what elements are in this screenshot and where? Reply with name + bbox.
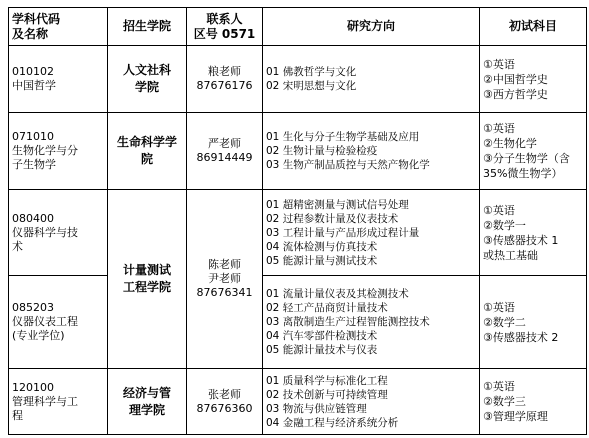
exam-subjects-cell: ①英语 ②数学三 ③管理学原理	[480, 369, 587, 435]
exam-subjects-cell: ①英语 ②数学二 ③传感器技术 2	[480, 276, 587, 369]
research-direction-cell: 01 超精密测量与测试信号处理 02 过程参数计量及仪表技术 03 工程计量与产品形成过程计量 04 流体检测与仿真技术 05 能源计量与测试技术	[263, 190, 480, 276]
school-cell: 生命科学学 院	[108, 113, 187, 190]
contact-cell: 粮老师 87676176	[187, 46, 263, 113]
school-cell: 经济与管 理学院	[108, 369, 187, 435]
research-direction-cell: 01 流量计量仪表及其检测技术 02 轻工产品商贸计量技术 03 离散制造生产过程智能测控技术 04 汽车零部件检测技术 05 能源计量技术与仪表	[263, 276, 480, 369]
research-direction-cell: 01 质量科学与标准化工程 02 技术创新与可持续管理 03 物流与供应链管理 04 金融工程与经济系统分析	[263, 369, 480, 435]
header-exam: 初试科目	[480, 8, 587, 46]
header-direction: 研究方向	[263, 8, 480, 46]
exam-subjects-cell: ①英语 ②数学一 ③传感器技术 1 或热工基础	[480, 190, 587, 276]
exam-subjects-cell: ①英语 ②中国哲学史 ③西方哲学史	[480, 46, 587, 113]
header-school: 招生学院	[108, 8, 187, 46]
contact-cell: 张老师 87676360	[187, 369, 263, 435]
header-code: 学科代码 及名称	[9, 8, 108, 46]
research-direction-cell: 01 佛教哲学与文化 02 宋明思想与文化	[263, 46, 480, 113]
contact-cell: 严老师 86914449	[187, 113, 263, 190]
admissions-table	[8, 7, 587, 435]
subject-code-cell: 080400 仪器科学与技 术	[9, 190, 108, 276]
table-row	[9, 369, 587, 435]
table-row	[9, 113, 587, 190]
exam-subjects-cell: ①英语 ②生物化学 ③分子生物学（含 35%微生物学）	[480, 113, 587, 190]
table-row	[9, 190, 587, 276]
header-row	[9, 8, 587, 46]
subject-code-cell: 120100 管理科学与工 程	[9, 369, 108, 435]
subject-code-cell: 071010 生物化学与分 子生物学	[9, 113, 108, 190]
school-cell: 人文社科 学院	[108, 46, 187, 113]
table-row	[9, 276, 587, 369]
table-row	[9, 46, 587, 113]
contact-cell: 陈老师 尹老师 87676341	[187, 190, 263, 369]
school-cell: 计量测试 工程学院	[108, 190, 187, 369]
research-direction-cell: 01 生化与分子生物学基础及应用 02 生物计量与检验检疫 03 生物产制品质控与天然产物化学	[263, 113, 480, 190]
subject-code-cell: 010102 中国哲学	[9, 46, 108, 113]
header-contact: 联系人 区号 0571	[187, 8, 263, 46]
subject-code-cell: 085203 仪器仪表工程 (专业学位)	[9, 276, 108, 369]
